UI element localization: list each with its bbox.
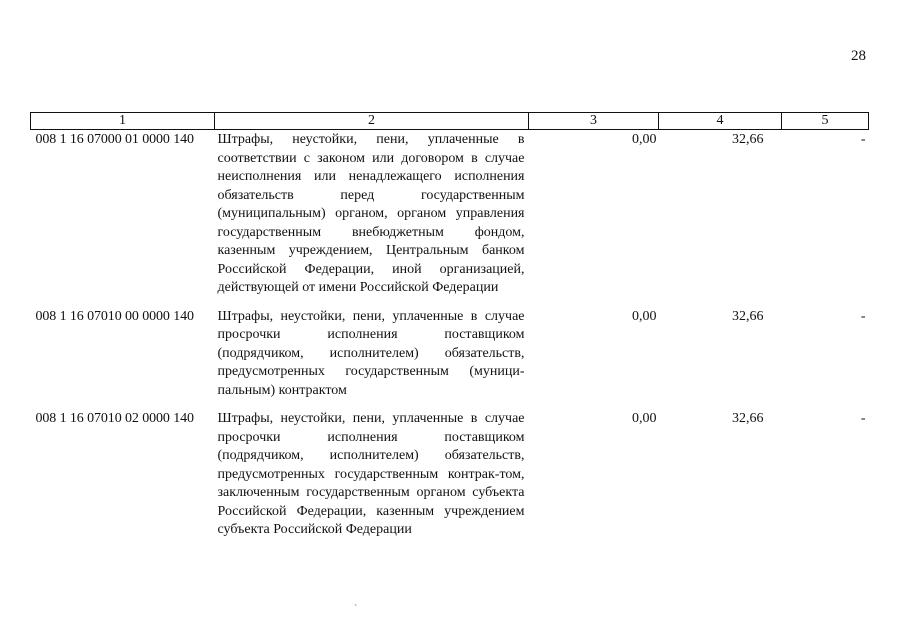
- column-header-2: 2: [215, 113, 529, 130]
- value-column-5: -: [860, 411, 866, 426]
- value-column-4: 32,66: [732, 132, 764, 147]
- table-body: [31, 130, 869, 550]
- revenue-description: Штрафы, неустойки, пени, уплаченные в соответствии с законом или договором в случае неисполнения или ненадлежащего исполнения обязательств перед государственным (муниципальным) органом, органом управления государственным внебюджетным фондом, казенным учреждением, Центральным банком Российской Федерации, иной организацией, действующей от имени Российской Федерации: [217, 132, 525, 295]
- value-column-4: 32,66: [732, 411, 764, 426]
- budget-revenue-table: [30, 112, 869, 550]
- table-header-row: [31, 113, 869, 130]
- classification-code: 008 1 16 07010 02 0000 140: [35, 411, 194, 426]
- value-column-3: 0,00: [632, 411, 657, 426]
- table-row: [31, 308, 869, 411]
- scan-speck: ˋ: [354, 604, 358, 615]
- classification-code: 008 1 16 07010 00 0000 140: [35, 308, 194, 324]
- revenue-description: Штрафы, неустойки, пени, уплаченные в случае просрочки исполнения поставщиком (подрядчиком, исполнителем) обязательств, предусмотренных государственным (муници-пальным) контрактом: [217, 308, 525, 398]
- value-column-5: -: [860, 132, 866, 147]
- column-header-1: 1: [31, 113, 215, 130]
- page-number: 28: [851, 48, 866, 64]
- column-header-5: 5: [782, 113, 869, 130]
- revenue-description: Штрафы, неустойки, пени, уплаченные в случае просрочки исполнения поставщиком (подрядчиком, исполнителем) обязательств, предусмотренных государственным контрак-том, заключенным государственным органом субъекта Российской Федерации, казенным учреждением субъекта Российской Федерации: [217, 411, 525, 537]
- table-row: [31, 410, 869, 550]
- value-column-5: -: [860, 308, 866, 324]
- classification-code: 008 1 16 07000 01 0000 140: [35, 132, 194, 147]
- value-column-3: 0,00: [632, 132, 657, 147]
- value-column-3: 0,00: [632, 308, 657, 324]
- value-column-4: 32,66: [732, 308, 764, 324]
- table-row: [31, 130, 869, 308]
- column-header-4: 4: [659, 113, 782, 130]
- column-header-3: 3: [529, 113, 659, 130]
- table-header: [31, 113, 869, 130]
